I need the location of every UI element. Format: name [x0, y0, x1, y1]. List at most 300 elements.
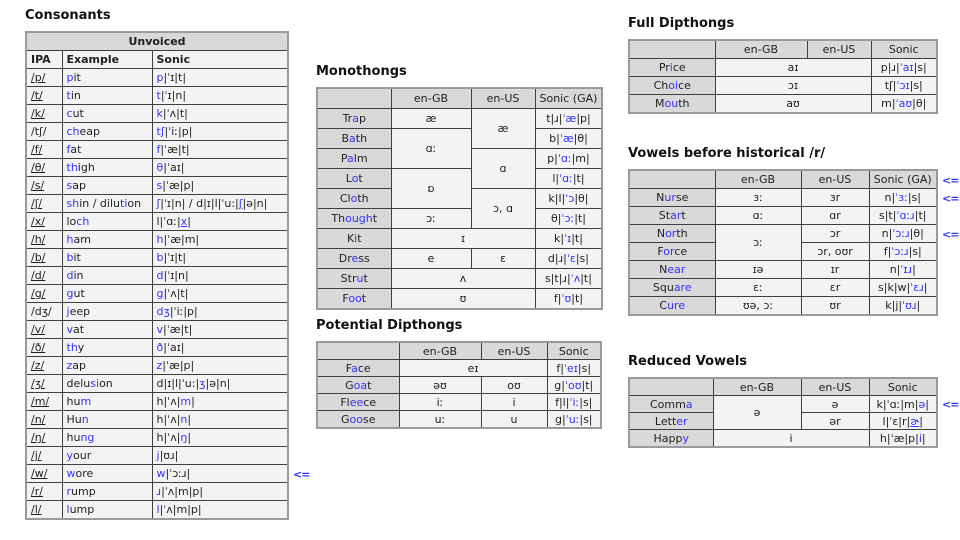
highlighted-phoneme-text: ˈuː — [565, 412, 580, 426]
highlighted-phoneme-text: oo — [349, 412, 363, 426]
sonic-cell — [152, 69, 288, 87]
vowels-before-historical-r-table — [628, 169, 938, 316]
highlighted-phoneme-text: ˈʌ — [570, 272, 581, 285]
value-cell — [391, 129, 471, 169]
text-segment: ʊr — [829, 299, 841, 312]
text-segment: h|ˈʌ| — [156, 413, 181, 426]
text-segment: | — [912, 263, 916, 276]
highlighted-phoneme-text: oa — [353, 378, 368, 392]
sonic-cell — [535, 189, 602, 209]
text-segment: Hu — [66, 413, 82, 426]
text-segment: | — [916, 299, 921, 312]
highlighted-phoneme-text: z — [66, 359, 73, 372]
column-header — [547, 342, 601, 360]
ipa-cell — [26, 303, 62, 321]
ipa-cell[interactable] — [26, 447, 62, 465]
label-cell — [317, 109, 391, 129]
highlighted-phoneme-text: ˈæ — [562, 112, 577, 125]
highlighted-phoneme-text: a — [351, 361, 358, 375]
text-segment: |ˈæ|t| — [163, 323, 193, 336]
highlighted-phoneme-text: i — [918, 431, 922, 445]
text-segment: k|ˈɑː|m| — [876, 397, 919, 411]
text-segment: p|ɹ| — [880, 61, 900, 74]
ipa-cell[interactable] — [26, 501, 62, 520]
table-row — [26, 177, 288, 195]
text-segment: ɜː — [753, 191, 763, 204]
highlighted-phoneme-text: ˈaʊ — [895, 97, 913, 110]
sonic-cell — [871, 77, 937, 95]
text-segment: on — [99, 377, 113, 390]
highlighted-phoneme-text: g — [156, 287, 164, 300]
text-segment: /d/ — [31, 269, 46, 282]
text-segment: aɪ — [787, 61, 799, 74]
sonic-cell — [152, 303, 288, 321]
highlighted-phoneme-text: tʃ — [156, 125, 165, 138]
text-segment: t — [372, 212, 378, 225]
table-row — [317, 209, 602, 229]
highlighted-phoneme-text: d — [156, 269, 164, 282]
example-cell — [62, 465, 152, 483]
example-cell — [62, 447, 152, 465]
value-cell — [801, 413, 869, 430]
label-cell — [629, 243, 715, 261]
value-cell — [801, 207, 869, 225]
highlighted-phoneme-text: ɹ — [156, 485, 162, 498]
table-row — [317, 394, 601, 411]
text-segment: | — [925, 397, 929, 411]
text-segment: |t| — [571, 292, 584, 305]
text-segment: /m/ — [31, 395, 50, 408]
sonic-cell — [152, 213, 288, 231]
text-segment: /g/ — [31, 287, 46, 300]
sonic-cell — [152, 411, 288, 429]
label-cell — [317, 149, 391, 169]
text-segment: i — [512, 395, 516, 409]
text-segment: Sonic (GA) — [873, 173, 932, 186]
text-segment: ɜr — [829, 191, 841, 204]
ipa-cell[interactable] — [26, 249, 62, 267]
highlighted-phoneme-text: p — [156, 71, 164, 84]
ipa-cell[interactable] — [26, 69, 62, 87]
text-segment: i — [789, 431, 793, 445]
highlighted-phoneme-text: a — [352, 112, 359, 125]
text-segment: L — [345, 172, 352, 185]
text-segment: ore — [75, 467, 94, 480]
text-segment: t — [681, 209, 686, 222]
highlighted-phoneme-text: ə — [918, 397, 926, 411]
highlighted-phoneme-text: ough — [345, 212, 373, 225]
ipa-cell[interactable] — [26, 195, 62, 213]
sonic-cell — [871, 95, 937, 114]
text-segment: Tr — [342, 112, 353, 125]
example-cell — [62, 195, 152, 213]
example-cell — [62, 285, 152, 303]
text-segment: ɔː — [426, 212, 436, 225]
table-row — [629, 40, 937, 59]
sonic-cell — [547, 394, 601, 411]
sonic-cell — [535, 269, 602, 289]
text-segment: /j/ — [31, 449, 42, 462]
sonic-cell — [869, 207, 937, 225]
example-cell — [62, 159, 152, 177]
highlighted-phoneme-text: ˈoʊ — [564, 378, 582, 392]
example-cell — [62, 231, 152, 249]
value-cell — [801, 297, 869, 316]
text-segment: |t| — [572, 172, 585, 185]
table-row — [26, 429, 288, 447]
text-segment: en-GB — [740, 173, 776, 186]
sonic-cell — [869, 225, 937, 243]
text-segment: /ŋ/ — [31, 431, 46, 444]
ipa-cell[interactable] — [26, 285, 62, 303]
text-segment: s|t| — [879, 209, 897, 222]
highlighted-phoneme-text[interactable]: ʃ — [238, 197, 243, 210]
value-cell — [471, 149, 535, 189]
table-row — [629, 297, 937, 316]
text-segment: | — [921, 431, 926, 445]
table-row — [629, 207, 937, 225]
column-header — [869, 170, 937, 189]
text-segment: |θ| — [912, 97, 927, 110]
table-row — [629, 279, 937, 297]
section-title-potential-dipthongs: Potential Dipthongs — [316, 318, 463, 333]
ipa-cell[interactable] — [26, 177, 62, 195]
text-segment: |θ| — [573, 132, 588, 145]
text-segment: /w/ — [31, 467, 48, 480]
table-row — [317, 249, 602, 269]
highlighted-phoneme-text: a — [685, 397, 693, 411]
text-segment: ɛr — [829, 281, 841, 294]
text-segment: ər — [829, 414, 841, 428]
ipa-cell[interactable] — [26, 159, 62, 177]
ipa-cell[interactable] — [26, 267, 62, 285]
value-cell — [399, 377, 481, 394]
table-row — [629, 225, 937, 243]
full-dipthongs-section — [628, 16, 938, 114]
text-segment: g| — [554, 412, 566, 426]
highlighted-phoneme-text: ˈɔː — [561, 212, 575, 225]
value-cell — [801, 261, 869, 279]
column-header — [713, 378, 801, 396]
text-segment: y — [77, 341, 85, 354]
column-header — [801, 378, 869, 396]
text-segment: Ch — [653, 79, 669, 92]
section-title-full-dipthongs: Full Dipthongs — [628, 16, 735, 31]
text-segment: /n/ — [31, 413, 46, 426]
ipa-cell[interactable] — [26, 213, 62, 231]
table-row — [629, 170, 937, 189]
text-segment: |t| — [914, 209, 927, 222]
column-header — [26, 51, 62, 69]
ipa-cell[interactable] — [26, 105, 62, 123]
highlighted-phoneme-text: k — [156, 107, 163, 120]
text-segment: aʊ — [786, 97, 800, 110]
ipa-cell[interactable] — [26, 429, 62, 447]
highlighted-phoneme-text: y — [66, 449, 74, 462]
text-segment: /b/ — [31, 251, 46, 264]
text-segment: d|ɪ|l|ˈu:| — [156, 377, 200, 390]
text-segment: s|k|w| — [878, 281, 911, 294]
text-segment: |ˈiː|p| — [169, 305, 198, 318]
text-segment: |t| — [581, 378, 594, 392]
highlighted-phoneme-text: s — [156, 179, 163, 192]
column-header — [807, 40, 871, 59]
text-segment: delu — [66, 377, 91, 390]
text-segment: th — [357, 192, 369, 205]
text-segment: C — [659, 299, 668, 312]
text-segment: G — [345, 378, 354, 392]
text-segment: ɑ — [499, 162, 507, 175]
ipa-cell[interactable] — [26, 231, 62, 249]
ipa-cell[interactable] — [26, 141, 62, 159]
text-segment: ap — [72, 179, 86, 192]
value-cell — [801, 396, 869, 413]
text-segment: K — [346, 232, 355, 245]
corner-cell — [629, 378, 713, 396]
highlighted-phoneme-text: ar — [670, 209, 682, 222]
example-cell — [62, 303, 152, 321]
text-segment: /tʃ/ — [31, 125, 47, 138]
pointer-arrow-icon: <= — [942, 228, 959, 241]
text-segment: Sonic — [887, 380, 918, 394]
text-segment: |t| — [574, 212, 586, 225]
highlighted-phoneme-text: v — [156, 323, 164, 336]
highlighted-phoneme-text: a — [349, 132, 356, 145]
highlighted-phoneme-text[interactable]: ɚ — [910, 414, 920, 428]
highlighted-phoneme-text: v — [66, 323, 74, 336]
example-cell — [62, 123, 152, 141]
text-segment: /s/ — [31, 179, 45, 192]
sonic-cell — [152, 375, 288, 393]
text-segment: |ˈɪ|n| / d|ɪ|l|ˈu:| — [160, 197, 239, 210]
highlighted-phoneme-text: ˈʊɹ — [902, 299, 917, 312]
table-row — [317, 229, 602, 249]
text-segment: u — [510, 412, 518, 426]
column-header — [869, 378, 937, 396]
text-segment: f| — [556, 361, 565, 375]
text-segment: ɔ, ɑ — [492, 202, 514, 215]
label-cell — [629, 297, 715, 316]
consonants-table — [25, 31, 289, 520]
highlighted-phoneme-text: b — [66, 251, 74, 264]
text-segment: |ˈɪ|t| — [163, 71, 187, 84]
value-cell — [391, 249, 471, 269]
text-segment: h|ˈʌ| — [156, 395, 181, 408]
sonic-cell — [535, 229, 602, 249]
value-cell — [715, 95, 871, 114]
highlighted-phoneme-text: m — [180, 395, 192, 408]
text-segment: l|ˈɑː| — [156, 215, 181, 228]
ipa-cell[interactable] — [26, 483, 62, 501]
monothongs-section — [316, 64, 603, 310]
text-segment: St — [658, 209, 671, 222]
highlighted-phoneme-text: ˈʊ — [561, 292, 572, 305]
text-segment: at — [73, 323, 85, 336]
table-row — [629, 95, 937, 114]
label-cell — [629, 189, 715, 207]
highlighted-phoneme-text: ˈɛɹ — [910, 281, 924, 294]
text-segment: |p| — [576, 112, 591, 125]
text-segment: Example — [66, 53, 120, 66]
highlighted-phoneme-text: th — [66, 161, 78, 174]
column-header — [391, 88, 471, 109]
text-segment: ɑː — [425, 142, 437, 155]
table-row — [629, 59, 937, 77]
text-segment: se — [675, 191, 689, 204]
text-segment: ə — [831, 397, 839, 411]
text-segment: ɒ — [427, 182, 435, 195]
highlighted-phoneme-text: j — [156, 449, 160, 462]
text-segment: |s| — [579, 395, 593, 409]
ipa-cell[interactable] — [26, 357, 62, 375]
highlighted-phoneme-text: h — [66, 233, 74, 246]
label-cell — [317, 129, 391, 149]
text-segment: t — [367, 378, 372, 392]
text-segment: l|ˈɛ|r| — [882, 414, 911, 428]
text-segment: M — [655, 97, 665, 110]
highlighted-phoneme-text: j — [66, 305, 70, 318]
sonic-cell — [152, 447, 288, 465]
table-row — [317, 169, 602, 189]
text-segment: ɛ — [500, 252, 506, 265]
text-segment: g| — [554, 378, 565, 392]
highlighted-phoneme-text: o — [351, 172, 359, 185]
text-segment: /ʒ/ — [31, 377, 45, 390]
text-segment: |ˈæ|p| — [162, 179, 195, 192]
value-cell — [715, 225, 801, 261]
value-cell — [391, 229, 535, 249]
example-cell — [62, 105, 152, 123]
potential-dipthongs-table — [316, 341, 602, 429]
text-segment: | — [919, 414, 923, 428]
text-segment: oʊ — [507, 378, 521, 392]
text-segment: Sonic (GA) — [539, 92, 598, 105]
text-segment: en-US — [822, 43, 856, 56]
highlighted-phoneme-text: θ — [156, 161, 164, 174]
highlighted-phoneme-text: w — [156, 467, 166, 480]
label-cell — [317, 229, 391, 249]
ipa-cell[interactable] — [26, 465, 62, 483]
column-header — [715, 170, 801, 189]
label-cell — [317, 169, 391, 189]
value-cell — [715, 77, 871, 95]
value-cell — [391, 109, 471, 129]
sonic-cell — [535, 149, 602, 169]
highlighted-phoneme-text: or — [663, 245, 675, 258]
sonic-cell — [152, 231, 288, 249]
highlighted-phoneme-text: si — [90, 377, 100, 390]
highlighted-phoneme-text: f — [66, 143, 71, 156]
text-segment: |ˈɔːɹ| — [165, 467, 191, 480]
table-row — [26, 249, 288, 267]
sonic-cell — [152, 465, 288, 483]
text-segment: |ə|n| — [205, 377, 231, 390]
text-segment: th — [355, 132, 368, 145]
highlighted-phoneme-text: are — [673, 281, 692, 294]
text-segment: th — [678, 97, 690, 110]
table-row — [26, 285, 288, 303]
ipa-cell[interactable] — [26, 321, 62, 339]
sonic-cell — [152, 249, 288, 267]
highlighted-phoneme-text: ˈɪ — [564, 232, 572, 245]
text-segment: eɪ — [467, 361, 479, 375]
label-cell — [629, 59, 715, 77]
text-segment: | — [191, 395, 195, 408]
text-segment: en-US — [497, 344, 531, 358]
table-row — [26, 375, 288, 393]
label-cell — [317, 249, 391, 269]
section-title-vowels-before-historical-r: Vowels before historical /r/ — [628, 146, 826, 161]
table-row — [26, 51, 288, 69]
text-segment: f|l| — [555, 395, 570, 409]
table-row — [629, 430, 937, 448]
text-segment: F — [345, 361, 352, 375]
text-segment: Happ — [653, 431, 683, 445]
highlighted-phoneme-text[interactable]: ʒ — [199, 377, 206, 390]
sonic-cell — [152, 429, 288, 447]
sonic-cell — [152, 141, 288, 159]
ipa-cell[interactable] — [26, 339, 62, 357]
text-segment: f| — [883, 245, 892, 258]
highlighted-phoneme-text: dʒ — [156, 305, 170, 318]
pointer-arrow-icon: <= — [942, 192, 959, 205]
text-segment: our — [73, 449, 92, 462]
text-segment: se — [363, 412, 376, 426]
text-segment: ce — [363, 395, 377, 409]
highlighted-phoneme-text: ˈɑː — [557, 152, 572, 165]
highlighted-phoneme-text: ˈɪɹ — [900, 263, 913, 276]
text-segment: ɔr, oʊr — [817, 245, 853, 258]
text-segment: |s| — [913, 61, 927, 74]
ipa-cell[interactable] — [26, 375, 62, 393]
sonic-cell — [869, 413, 937, 430]
text-segment: /ð/ — [31, 341, 46, 354]
ipa-cell[interactable] — [26, 87, 62, 105]
table-row — [317, 269, 602, 289]
text-segment: |ˈæ|t| — [160, 143, 190, 156]
value-cell — [713, 430, 869, 448]
highlighted-phoneme-text: ee — [349, 395, 364, 409]
text-segment: t — [357, 232, 362, 245]
sonic-cell — [547, 360, 601, 377]
text-segment: |ˈʌ|m|p| — [159, 503, 202, 516]
ipa-cell[interactable] — [26, 393, 62, 411]
label-cell — [317, 360, 399, 377]
text-segment: θ| — [550, 212, 562, 225]
text-segment: | — [187, 215, 191, 228]
table-row — [317, 129, 602, 149]
sonic-cell — [535, 169, 602, 189]
table-row — [317, 377, 601, 394]
highlighted-phoneme-text: ˈɔːɹ — [891, 245, 909, 258]
ipa-cell[interactable] — [26, 411, 62, 429]
sonic-cell — [152, 267, 288, 285]
text-segment: Unvoiced — [128, 35, 186, 48]
table-row — [26, 483, 288, 501]
text-segment: hu — [66, 431, 81, 444]
text-segment: k|l| — [548, 192, 566, 205]
example-cell — [62, 69, 152, 87]
text-segment: |ˈɪ|n| — [163, 269, 189, 282]
table-row — [26, 321, 288, 339]
table-row — [26, 231, 288, 249]
table-row — [26, 32, 288, 51]
example-cell — [62, 339, 152, 357]
text-segment: ut — [73, 287, 85, 300]
highlighted-phoneme-text: er — [676, 414, 688, 428]
highlighted-phoneme-text[interactable]: x — [180, 215, 188, 228]
consonants-section — [25, 8, 310, 520]
